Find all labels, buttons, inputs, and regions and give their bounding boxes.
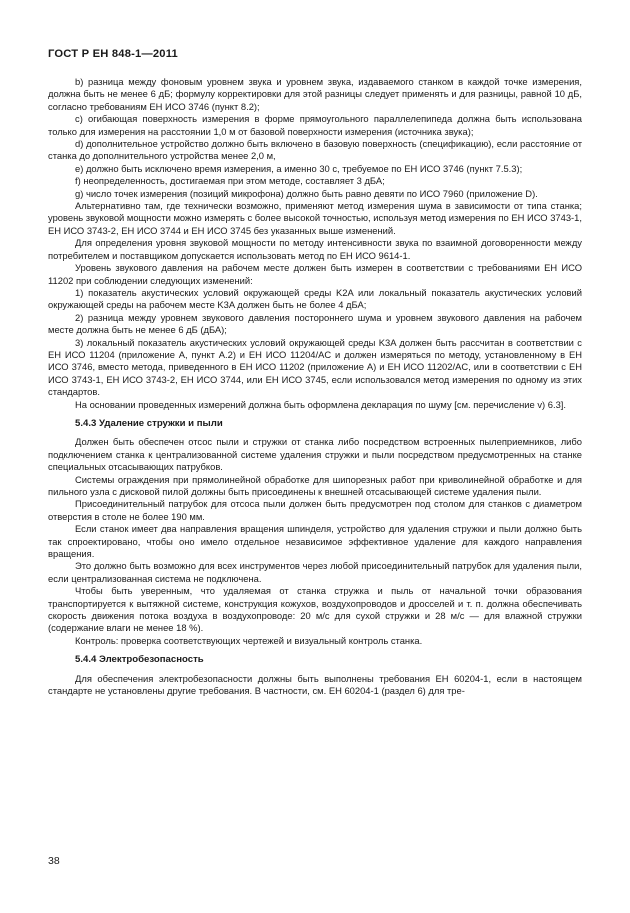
paragraph: b) разница между фоновым уровнем звука и уровнем звука, издаваемого станком в каждой точке измерения, должна быть не менее 6 дБ; формулу корректировки для этой разницы следует применять и для разницы, равной 10 дБ, согласно требованиям ЕН ИСО 3746 (пункт 8.2); — [48, 76, 582, 112]
paragraph: Уровень звукового давления на рабочем месте должен быть измерен в соответствии с требованиями ЕН ИСО 11202 при соблюдении следующих изменений: — [48, 262, 582, 286]
paragraph: Присоединительный патрубок для отсоса пыли должен быть предусмотрен под столом для станков с диаметром отверстия в столе не более 190 мм. — [48, 498, 582, 522]
paragraph: c) огибающая поверхность измерения в форме прямоугольного параллелепипеда должна быть использована только для измерения на расстоянии 1,0 м от базовой поверхности измерения (источника звука); — [48, 113, 582, 137]
standard-header: ГОСТ Р ЕН 848-1—2011 — [48, 48, 178, 60]
paragraph: Чтобы быть уверенным, что удаляемая от станка стружка и пыль от начальной точки образования транспортируется к вытяжной системе, конструкция кожухов, воздухопроводов и дросселей и т. п. должна обеспечивать скорость движения потока воздуха в воздухопроводе: 20 м/с для сухой стружки и 28 м/с — для влажной стружки (содержание влаги не менее 18 %). — [48, 585, 582, 634]
document-body — [48, 76, 582, 698]
paragraph: d) дополнительное устройство должно быть включено в базовую поверхность (спецификацию), если расстояние от станка до дополнительного устройства менее 2,0 м, — [48, 138, 582, 162]
paragraph: На основании проведенных измерений должна быть оформлена декларация по шуму [см. перечисление v) 6.3]. — [75, 398, 567, 410]
paragraph: Для обеспечения электробезопасности должны быть выполнены требования ЕН 60204-1, если в настоящем стандарте не установлены другие требования. В частности, см. ЕН 60204-1 (раздел 6) для тре- — [48, 672, 582, 697]
paragraph: Системы ограждения при прямолинейной обработке для шипорезных работ при криволинейной обработке и для пильного узла с дисковой пилой должны быть присоединены к внешней отсасывающей системе удаления пыли. — [48, 473, 582, 497]
paragraph: Для определения уровня звуковой мощности по методу интенсивности звука по взаимной договоренности между потребителем и поставщиком допускается использовать метод по ЕН ИСО 9614-1. — [48, 237, 582, 261]
section-heading-5-4-3: 5.4.3 Удаление стружки и пыли — [75, 417, 223, 429]
paragraph: Альтернативно там, где технически возможно, применяют метод измерения шума в зависимости от типа станка; уровень звуковой мощности можно измерять с более высокой точностью, используя метод измерения по ЕН ИСО 3743-1, ЕН ИСО 3743-2, ЕН ИСО 3744 и ЕН ИСО 3745 без указанных выше изменений. — [48, 200, 582, 236]
paragraph: f) неопределенность, достигаемая при этом методе, составляет 3 дБА; — [75, 175, 385, 187]
paragraph: Должен быть обеспечен отсос пыли и стружки от станка либо посредством встроенных пылеприемников, либо подключением станка к централизованной системе удаления стружки и пыли посредством предусмотренных на станке специальных отсасывающих патрубков. — [48, 436, 582, 473]
paragraph: Контроль: проверка соответствующих чертежей и визуальный контроль станка. — [75, 634, 423, 646]
paragraph: g) число точек измерения (позиций микрофона) должно быть равно девяти по ИСО 7960 (приложение D). — [75, 187, 538, 199]
paragraph: e) должно быть исключено время измерения, а именно 30 с, требуемое по ЕН ИСО 3746 (пункт 7.5.3); — [75, 162, 523, 174]
paragraph: 3) локальный показатель акустических условий окружающей среды K3A должен быть рассчитан в соответствии с ЕН ИСО 11204 (приложение А, пункт А.2) и ЕН ИСО 11204/AC и должен измеряться по методу, установленному в ЕН ИСО 3746, вместо метода, приведенного в ЕН ИСО 11202 (приложение А) и ЕН ИСО 11202/AC, или в соответствии с ЕН ИСО 3743-1, ЕН ИСО 3743-2, ЕН ИСО 3744, или ЕН ИСО 3745, если использовался метод измерения по одному из этих стандартов. — [48, 336, 582, 398]
page-number: 38 — [48, 855, 60, 867]
paragraph: Если станок имеет два направления вращения шпинделя, устройство для удаления стружки и пыли должно быть так спроектировано, чтобы оно имело отдельное независимое эффективное удаление для каждого направления вращения. — [48, 523, 582, 560]
paragraph: 1) показатель акустических условий окружающей среды K2A или локальный показатель акустических условий окружающей среды на рабочем месте K3A должен быть не более 4 дБА; — [48, 286, 582, 311]
section-heading-5-4-4: 5.4.4 Электробезопасность — [75, 654, 204, 666]
paragraph: 2) разница между уровнем звукового давления постороннего шума и уровнем звукового давления на рабочем месте должна быть не менее 6 дБ (дБА); — [48, 311, 582, 336]
paragraph: Это должно быть возможно для всех инструментов через любой присоединительный патрубок для удаления пыли, если централизованная система не подключена. — [48, 560, 582, 584]
